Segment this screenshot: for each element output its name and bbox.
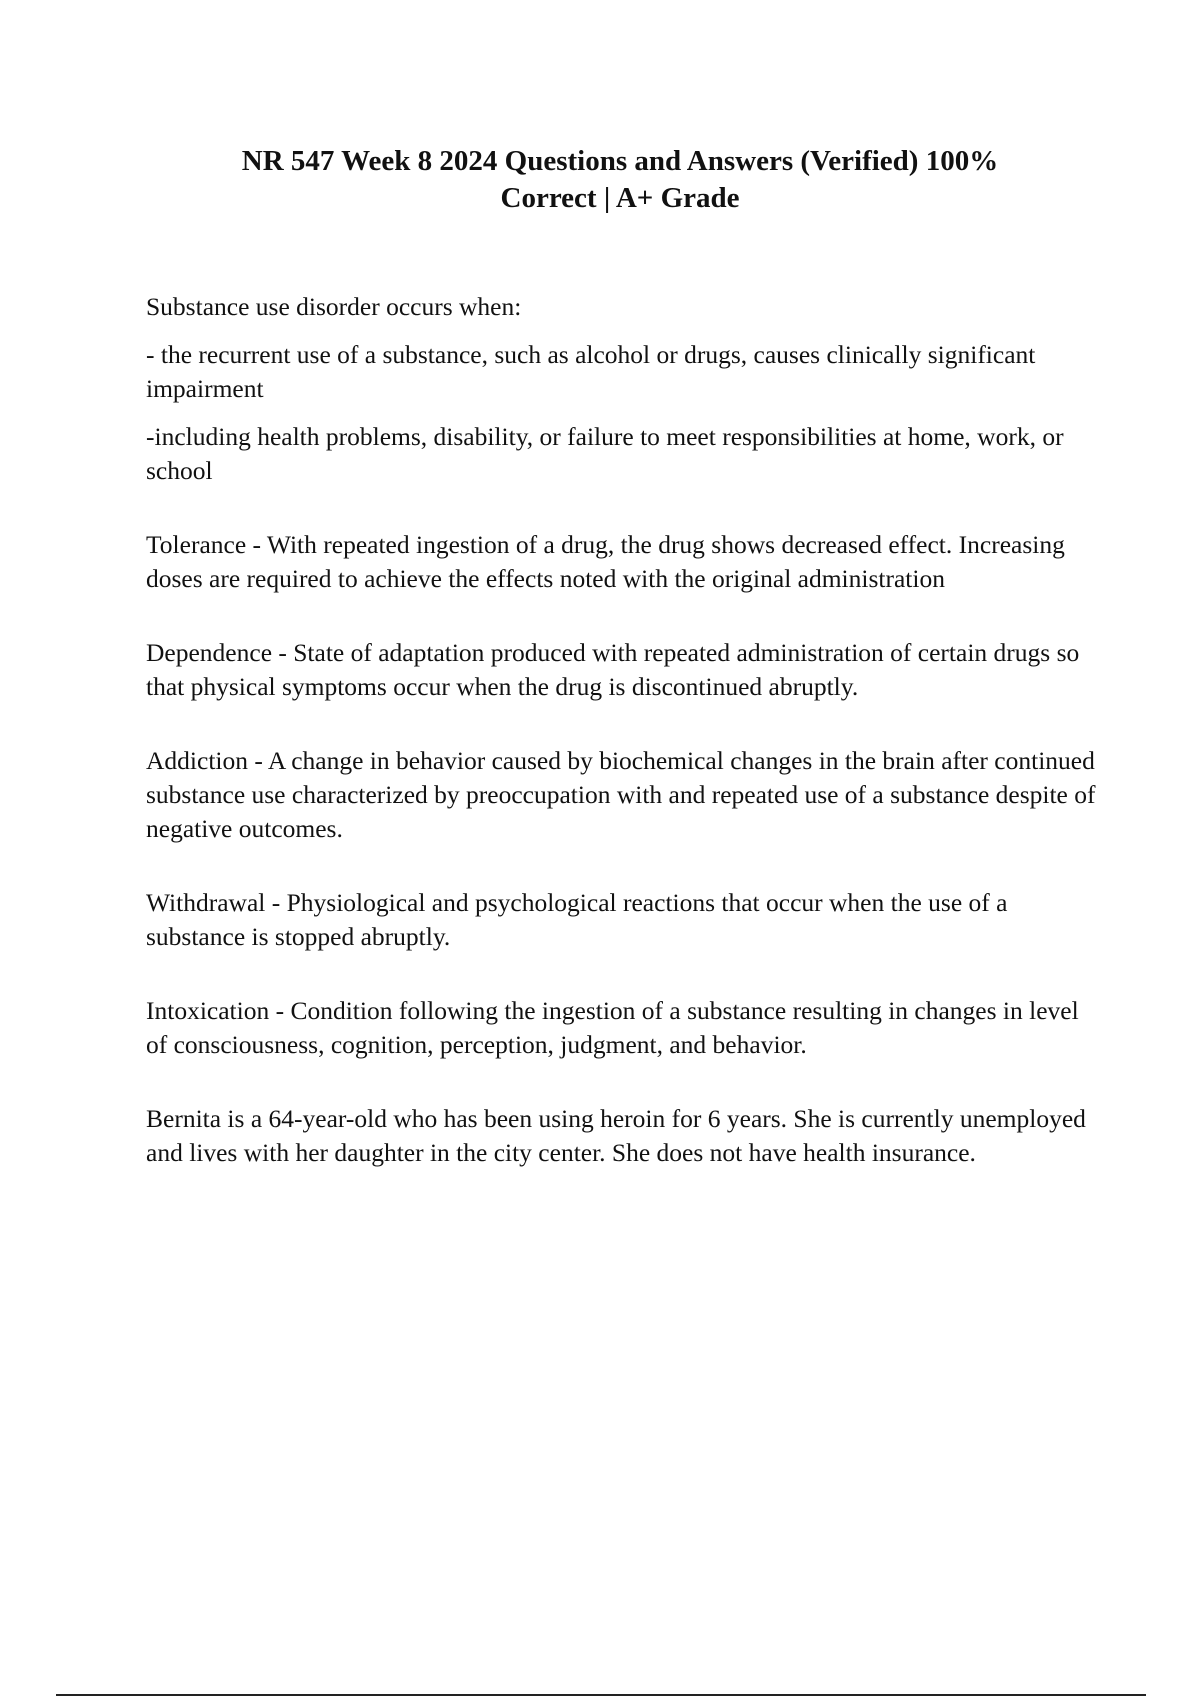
case-scenario: Bernita is a 64-year-old who has been using heroin for 6 years. She is currently unemployed and lives with her daughter in the city center. She does not have health insurance. (146, 1104, 1086, 1167)
spacer (146, 1062, 1096, 1102)
spacer (146, 596, 1096, 636)
footer-rule (56, 1694, 1146, 1696)
spacer (146, 488, 1096, 528)
title-line-2: Correct | A+ Grade (500, 182, 740, 214)
answer-bullet-2: -including health problems, disability, or failure to meet responsibilities at home, work, or school (146, 422, 1064, 485)
definition-intoxication: Intoxication - Condition following the ingestion of a substance resulting in changes in level of consciousness, cognition, perception, judgment, and behavior. (146, 996, 1079, 1059)
spacer (146, 704, 1096, 744)
title-line-1: NR 547 Week 8 2024 Questions and Answers (Verified) 100% (241, 145, 999, 177)
definition-addiction: Addiction - A change in behavior caused by biochemical changes in the brain after continued substance use characterized by preoccupation with and repeated use of a substance despite of negative outcomes. (146, 746, 1096, 843)
spacer (146, 846, 1096, 886)
definition-dependence: Dependence - State of adaptation produced with repeated administration of certain drugs so that physical symptoms occur when the drug is discontinued abruptly. (146, 638, 1080, 701)
definition-tolerance: Tolerance - With repeated ingestion of a drug, the drug shows decreased effect. Increasing doses are required to achieve the effects noted with the original administration (146, 530, 1065, 593)
definition-withdrawal: Withdrawal - Physiological and psychological reactions that occur when the use of a substance is stopped abruptly. (146, 888, 1008, 951)
question-text: Substance use disorder occurs when: (146, 292, 522, 321)
document-body (146, 290, 1096, 1170)
answer-bullet-1: - the recurrent use of a substance, such as alcohol or drugs, causes clinically significant impairment (146, 340, 1036, 403)
document-title (150, 143, 1090, 217)
spacer (146, 954, 1096, 994)
